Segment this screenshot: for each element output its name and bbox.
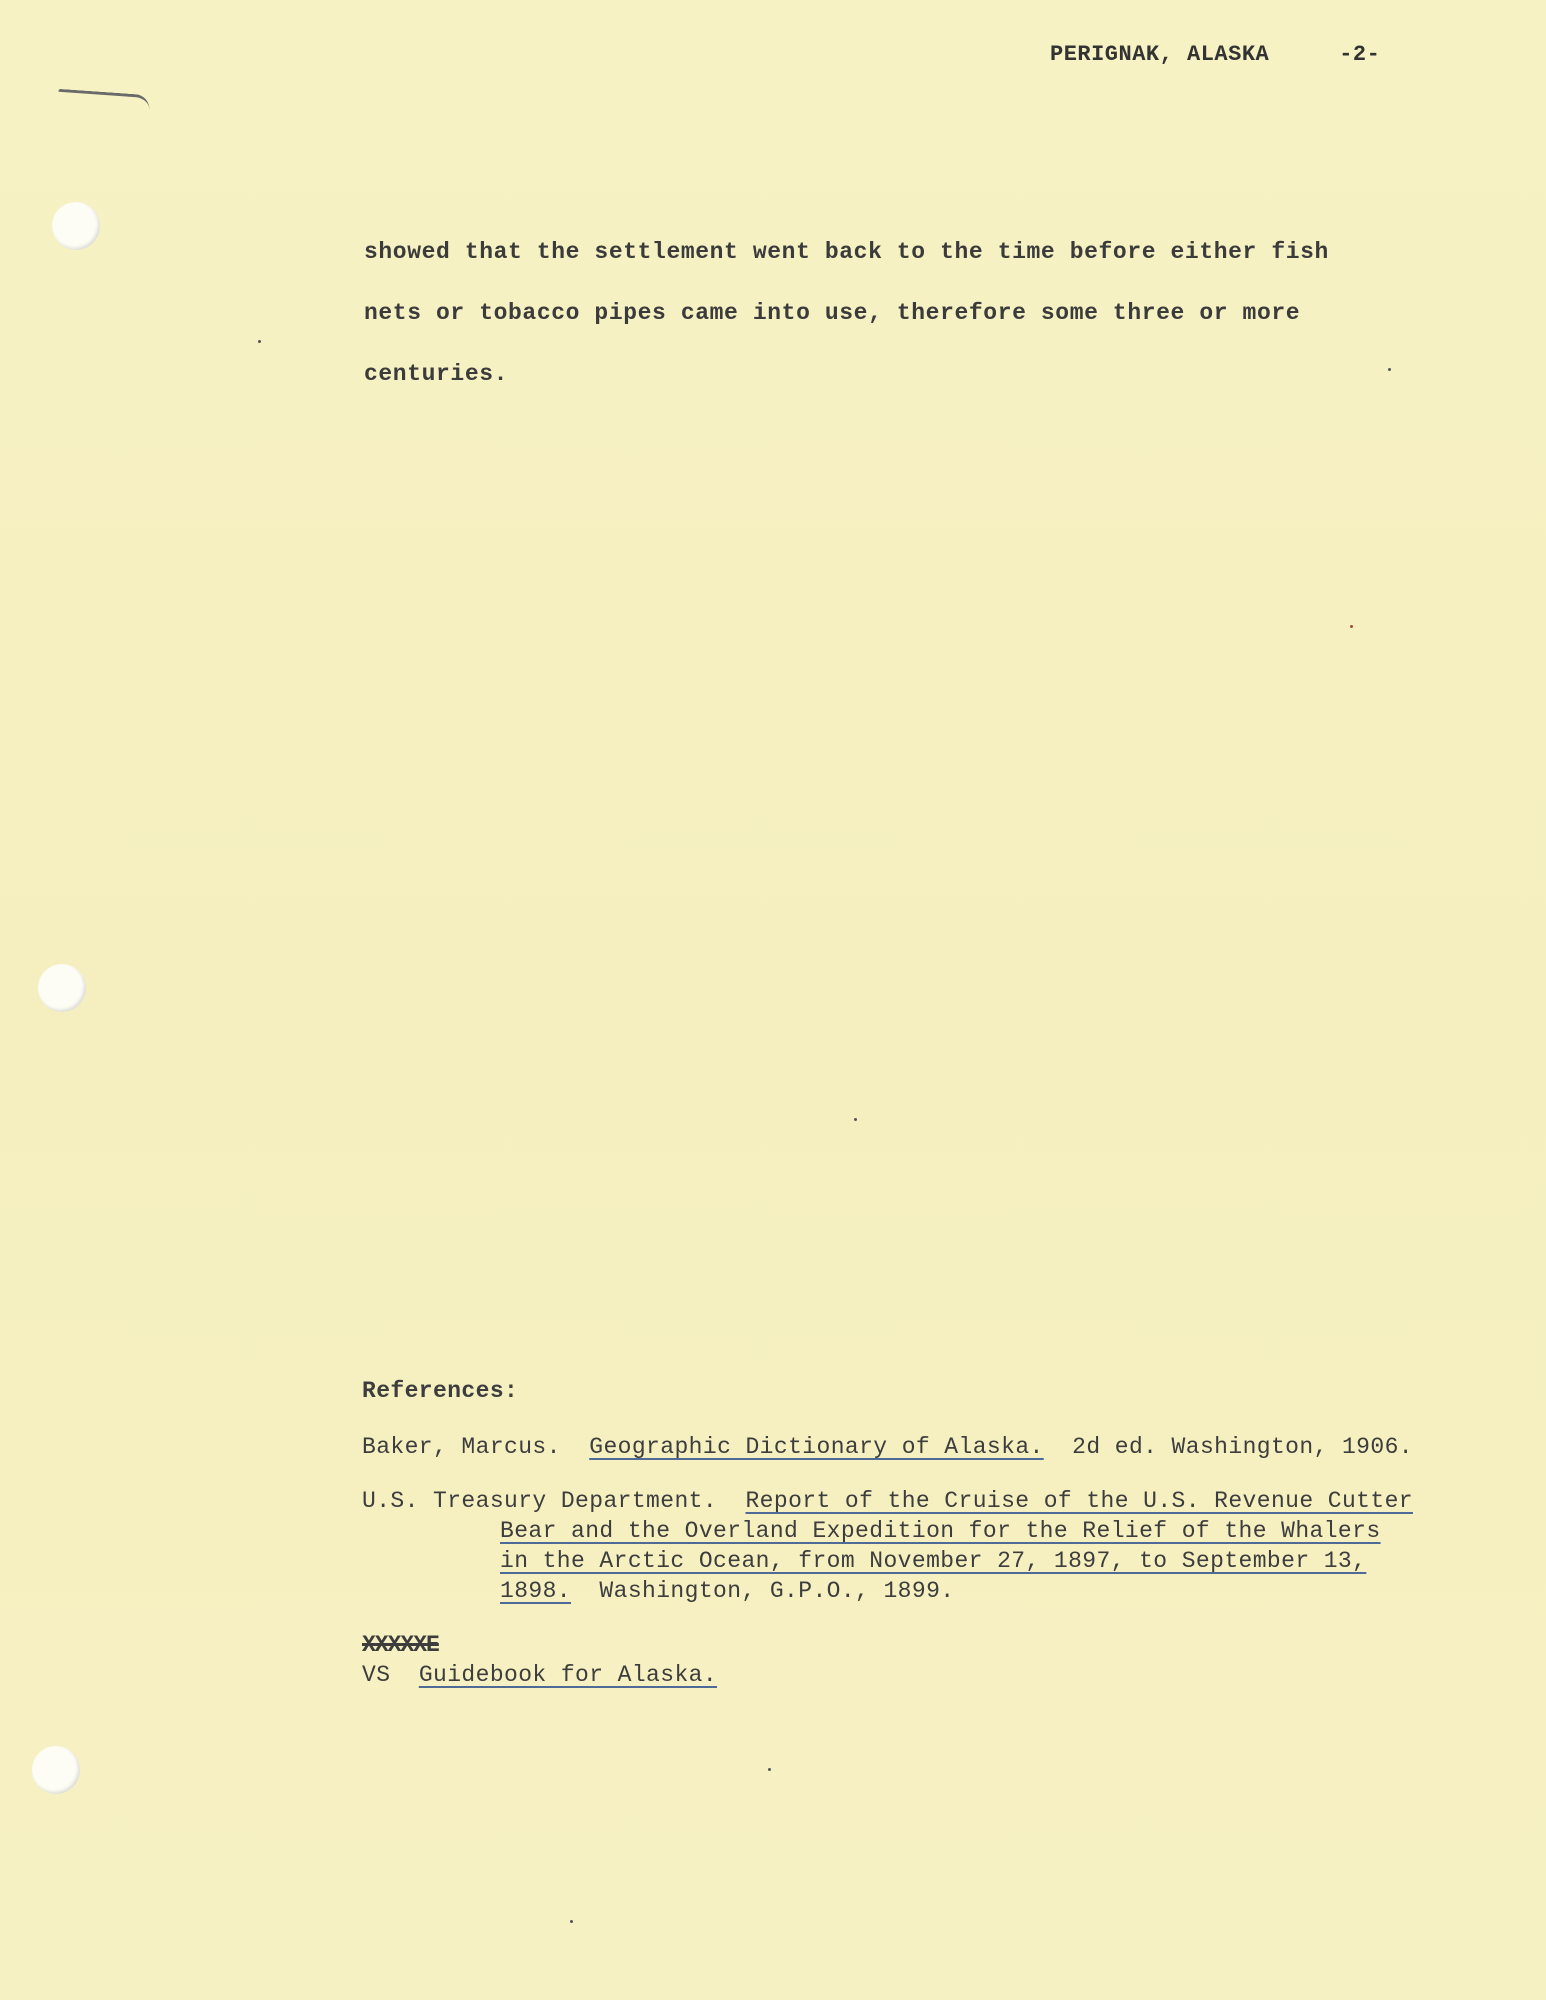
references-section bbox=[362, 1378, 1502, 1690]
speck bbox=[854, 1118, 857, 1121]
body-paragraph bbox=[364, 222, 1404, 405]
page-number: -2- bbox=[1339, 42, 1381, 67]
body-line: nets or tobacco pipes came into use, therefore some three or more bbox=[364, 300, 1301, 326]
reference-title-line: in the Arctic Ocean, from November 27, 1897, to September 13, bbox=[500, 1548, 1367, 1574]
reference-details: Washington, G.P.O., 1899. bbox=[599, 1578, 955, 1604]
speck bbox=[570, 1920, 573, 1923]
speck bbox=[258, 340, 261, 343]
punch-hole-bottom bbox=[32, 1746, 80, 1794]
guidebook-title: Guidebook for Alaska. bbox=[418, 1662, 718, 1688]
reference-guidebook bbox=[362, 1630, 1502, 1690]
reference-author: U.S. Treasury Department. bbox=[362, 1488, 718, 1514]
punch-hole-top bbox=[52, 202, 100, 250]
speck bbox=[1350, 625, 1353, 628]
body-line: centuries. bbox=[364, 361, 509, 387]
reference-title: Geographic Dictionary of Alaska. bbox=[589, 1434, 1044, 1460]
body-line: showed that the settlement went back to the time before either fish bbox=[364, 239, 1329, 265]
punch-hole-middle bbox=[38, 964, 86, 1012]
reference-title-line: 1898. bbox=[500, 1578, 572, 1604]
reference-title-line: Bear and the Overland Expedition for the Relief of the Whalers bbox=[500, 1518, 1381, 1544]
reference-baker bbox=[362, 1432, 1502, 1462]
speck bbox=[768, 1768, 771, 1771]
reference-title-line: Report of the Cruise of the U.S. Revenue Cutter bbox=[745, 1488, 1413, 1514]
references-heading: References: bbox=[362, 1378, 519, 1404]
reference-treasury bbox=[362, 1486, 1502, 1606]
guidebook-prefix: VS bbox=[362, 1662, 391, 1688]
staple-mark bbox=[58, 89, 151, 110]
page-header bbox=[1050, 42, 1380, 67]
reference-details: 2d ed. Washington, 1906. bbox=[1072, 1434, 1413, 1460]
struck-out-text: XXXXXE bbox=[362, 1632, 439, 1658]
reference-author: Baker, Marcus. bbox=[362, 1434, 561, 1460]
header-title: PERIGNAK, ALASKA bbox=[1050, 42, 1270, 67]
